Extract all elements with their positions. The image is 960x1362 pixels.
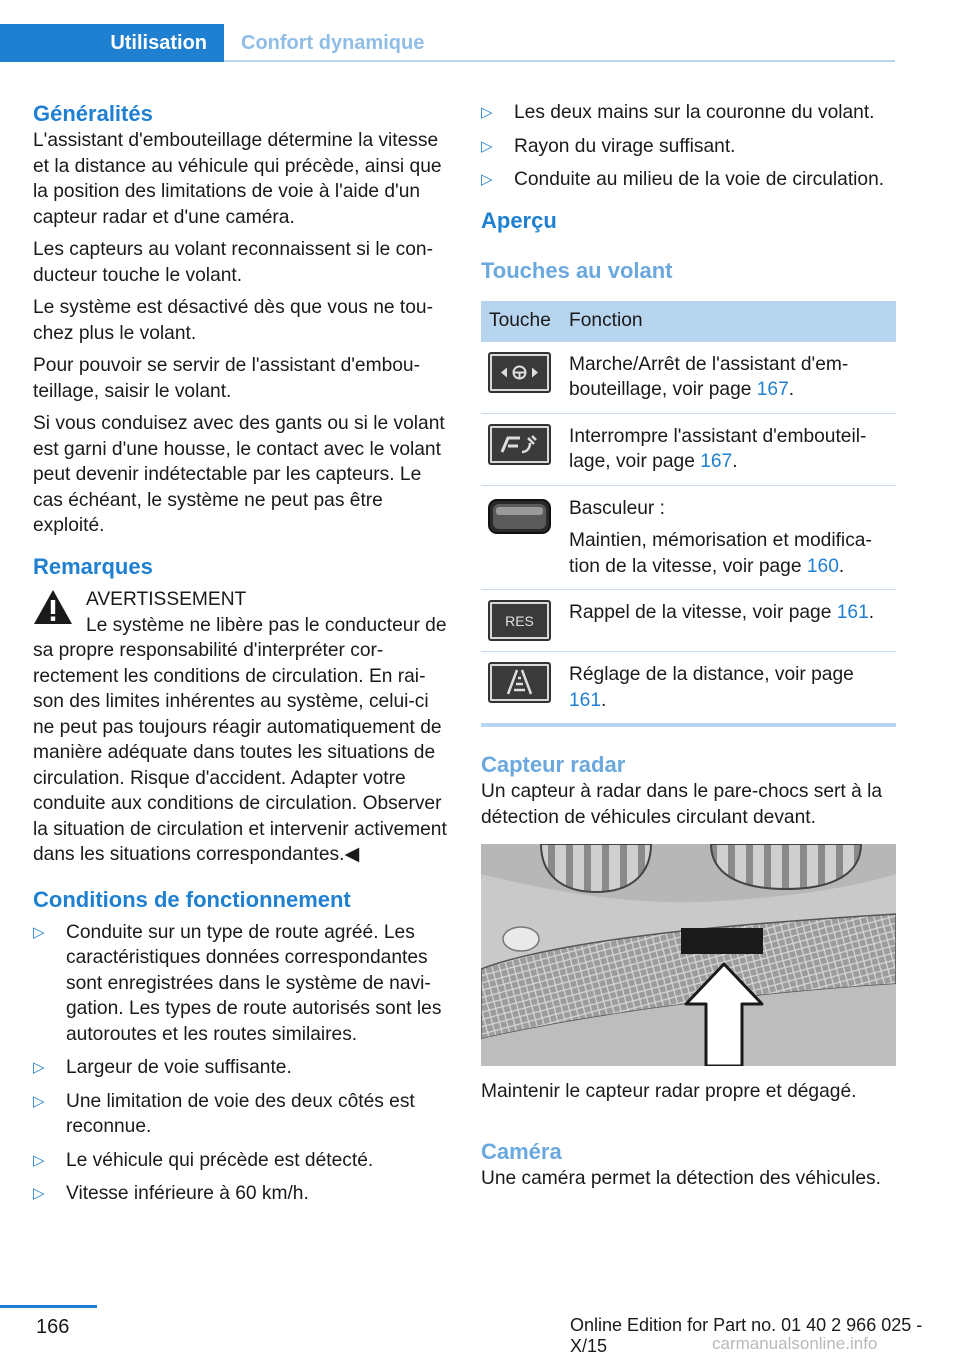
bullet-triangle-icon: ▷ bbox=[33, 1151, 45, 1169]
list-item bbox=[481, 167, 896, 193]
paragraph: Le système est désactivé dès que vous ne touchez plus le volant. bbox=[33, 297, 433, 344]
page-header bbox=[0, 24, 895, 62]
row-text: Rappel de la vitesse, voir page bbox=[569, 602, 832, 623]
bullet-triangle-icon: ▷ bbox=[33, 1059, 45, 1076]
list-item bbox=[33, 1089, 448, 1140]
rocker-switch-icon bbox=[488, 496, 551, 537]
res-key-label: RES bbox=[505, 613, 534, 629]
paragraph: Les capteurs au volant reconnaissent si le conducteur touche le volant. bbox=[33, 239, 433, 286]
list-item bbox=[481, 100, 896, 126]
section-title-generalites: Généralités bbox=[33, 101, 153, 126]
table-row bbox=[481, 652, 896, 726]
row-title: Basculeur : bbox=[569, 497, 665, 519]
row-text: Interrompre l'assistant d'embouteillage, voir page bbox=[569, 425, 867, 472]
header-rule bbox=[224, 60, 895, 62]
tab-utilisation[interactable]: Utilisation bbox=[0, 24, 224, 62]
column-header-touche: Touche bbox=[481, 301, 569, 342]
subsection-title-camera: Caméra bbox=[481, 1138, 562, 1164]
section-title-remarques: Remarques bbox=[33, 553, 153, 579]
table-cell-fonction bbox=[569, 342, 896, 414]
right-column bbox=[481, 100, 896, 1198]
distance-button-icon bbox=[488, 662, 551, 703]
warning-block bbox=[33, 587, 448, 868]
list-item bbox=[33, 1055, 448, 1081]
radar-sensor-bumper-image bbox=[481, 844, 896, 1066]
list-item-text: Vitesse inférieure à 60 km/h. bbox=[66, 1183, 309, 1204]
list-item-text: Conduite au milieu de la voie de circulation. bbox=[514, 169, 885, 190]
paragraph: Si vous conduisez avec des gants ou si le volant est garni d'une housse, le contact avec le volant peut devenir indétectable par les capteurs. Le cas échéant, le système ne peut pas être exploité. bbox=[33, 413, 445, 536]
table-row bbox=[481, 342, 896, 414]
bullet-triangle-icon: ▷ bbox=[481, 137, 493, 155]
table-cell-fonction bbox=[569, 413, 896, 485]
paragraph: L'assistant d'embouteillage détermine la vitesse et la distance au véhicule qui précède, ainsi que la position des limitations de voie à l'aide d'un capteur radar et d'une caméra. bbox=[33, 130, 442, 228]
row-text: Réglage de la distance, voir page bbox=[569, 664, 854, 685]
bullet-triangle-icon: ▷ bbox=[33, 1185, 45, 1202]
row-end: . bbox=[601, 689, 607, 711]
section-title-apercu: Aperçu bbox=[481, 207, 557, 233]
image-caption: Maintenir le capteur radar propre et dégagé. bbox=[481, 1081, 857, 1102]
list-item bbox=[33, 1148, 448, 1174]
table-row bbox=[481, 485, 896, 590]
footer-rule bbox=[0, 1305, 97, 1308]
table-cell-fonction bbox=[569, 485, 896, 590]
row-end: . bbox=[732, 451, 738, 472]
interrupt-assist-button-icon bbox=[488, 424, 551, 465]
page-number: 166 bbox=[36, 1316, 70, 1338]
list-item-text: Conduite sur un type de route agréé. Les caractéristiques données correspondantes sont enregistrées dans le système de navigation. Les types de route autorisés sont les autoroutes et les routes similaires. bbox=[66, 921, 442, 1045]
bullet-triangle-icon: ▷ bbox=[33, 1092, 45, 1110]
list-item-text: Largeur de voie suffisante. bbox=[66, 1057, 292, 1078]
tab-confort-dynamique[interactable]: Confort dynamique bbox=[241, 32, 425, 54]
list-item bbox=[481, 134, 896, 160]
paragraph: Pour pouvoir se servir de l'assistant d'embouteillage, saisir le volant. bbox=[33, 355, 420, 402]
steering-assist-on-off-button-icon bbox=[488, 352, 551, 393]
bullet-triangle-icon: ▷ bbox=[33, 923, 45, 941]
row-end: . bbox=[838, 555, 845, 577]
table-cell-fonction bbox=[569, 652, 896, 726]
subsection-title-touches: Touches au volant bbox=[481, 257, 673, 283]
column-header-fonction: Fonction bbox=[569, 301, 896, 342]
watermark: carmanualsonline.info bbox=[712, 1334, 878, 1353]
table-header-row bbox=[481, 301, 896, 342]
warning-triangle-icon bbox=[33, 589, 73, 625]
page-link[interactable]: 167 bbox=[700, 451, 733, 472]
page-link[interactable]: 161 bbox=[836, 602, 869, 623]
list-item bbox=[33, 1181, 448, 1207]
warning-title: AVERTISSEMENT bbox=[86, 588, 247, 610]
list-item-text: Les deux mains sur la couronne du volant. bbox=[514, 102, 875, 123]
warning-body: Le système ne libère pas le conducteur de sa propre responsabilité d'interpréter correctement les conditions de circulation. En raison des limites inhérentes au système, celui-ci ne peut pas toujours réagir automatiquement de manière adéquate dans toutes les situations de circulation. Risque d'accident. Adapter votre conduite aux conditions de circulation. Observer la situation de circulation et intervenir activement dans les situations correspondantes.◀ bbox=[33, 614, 447, 865]
conditions-list bbox=[33, 920, 448, 1207]
section-title-conditions: Conditions de fonctionnement bbox=[33, 886, 351, 912]
list-item-text: Rayon du virage suffisant. bbox=[514, 135, 736, 157]
list-item-text: Une limitation de voie des deux côtés est reconnue. bbox=[66, 1090, 415, 1137]
table-row bbox=[481, 413, 896, 485]
list-item bbox=[33, 920, 448, 1048]
bullet-triangle-icon: ▷ bbox=[481, 104, 493, 121]
table-cell-fonction bbox=[569, 590, 896, 652]
online-edition-label: Online Edition for Part no. 01 40 2 966 025 - X/15 bbox=[570, 1315, 923, 1356]
paragraph: Une caméra permet la détection des véhicules. bbox=[481, 1167, 881, 1189]
paragraph: Un capteur à radar dans le pare-chocs sert à la détection de véhicules circulant devant. bbox=[481, 781, 883, 828]
conditions-list-continued bbox=[481, 100, 896, 193]
res-button-icon bbox=[488, 600, 551, 641]
row-end: . bbox=[788, 379, 795, 400]
page-link[interactable]: 167 bbox=[756, 379, 789, 400]
steering-keys-table bbox=[481, 301, 896, 728]
list-item-text: Le véhicule qui précède est détecté. bbox=[66, 1149, 374, 1171]
row-text: Marche/Arrêt de l'assistant d'embouteillage, voir page bbox=[569, 353, 849, 400]
table-row bbox=[481, 590, 896, 652]
page-link[interactable]: 161 bbox=[569, 689, 602, 711]
row-end: . bbox=[868, 602, 875, 623]
subsection-title-capteur-radar: Capteur radar bbox=[481, 752, 626, 777]
left-column bbox=[33, 100, 448, 1215]
row-text: Maintien, mémorisation et modification de la vitesse, voir page bbox=[569, 530, 872, 577]
page-link[interactable]: 160 bbox=[806, 555, 839, 577]
bullet-triangle-icon: ▷ bbox=[481, 171, 493, 188]
